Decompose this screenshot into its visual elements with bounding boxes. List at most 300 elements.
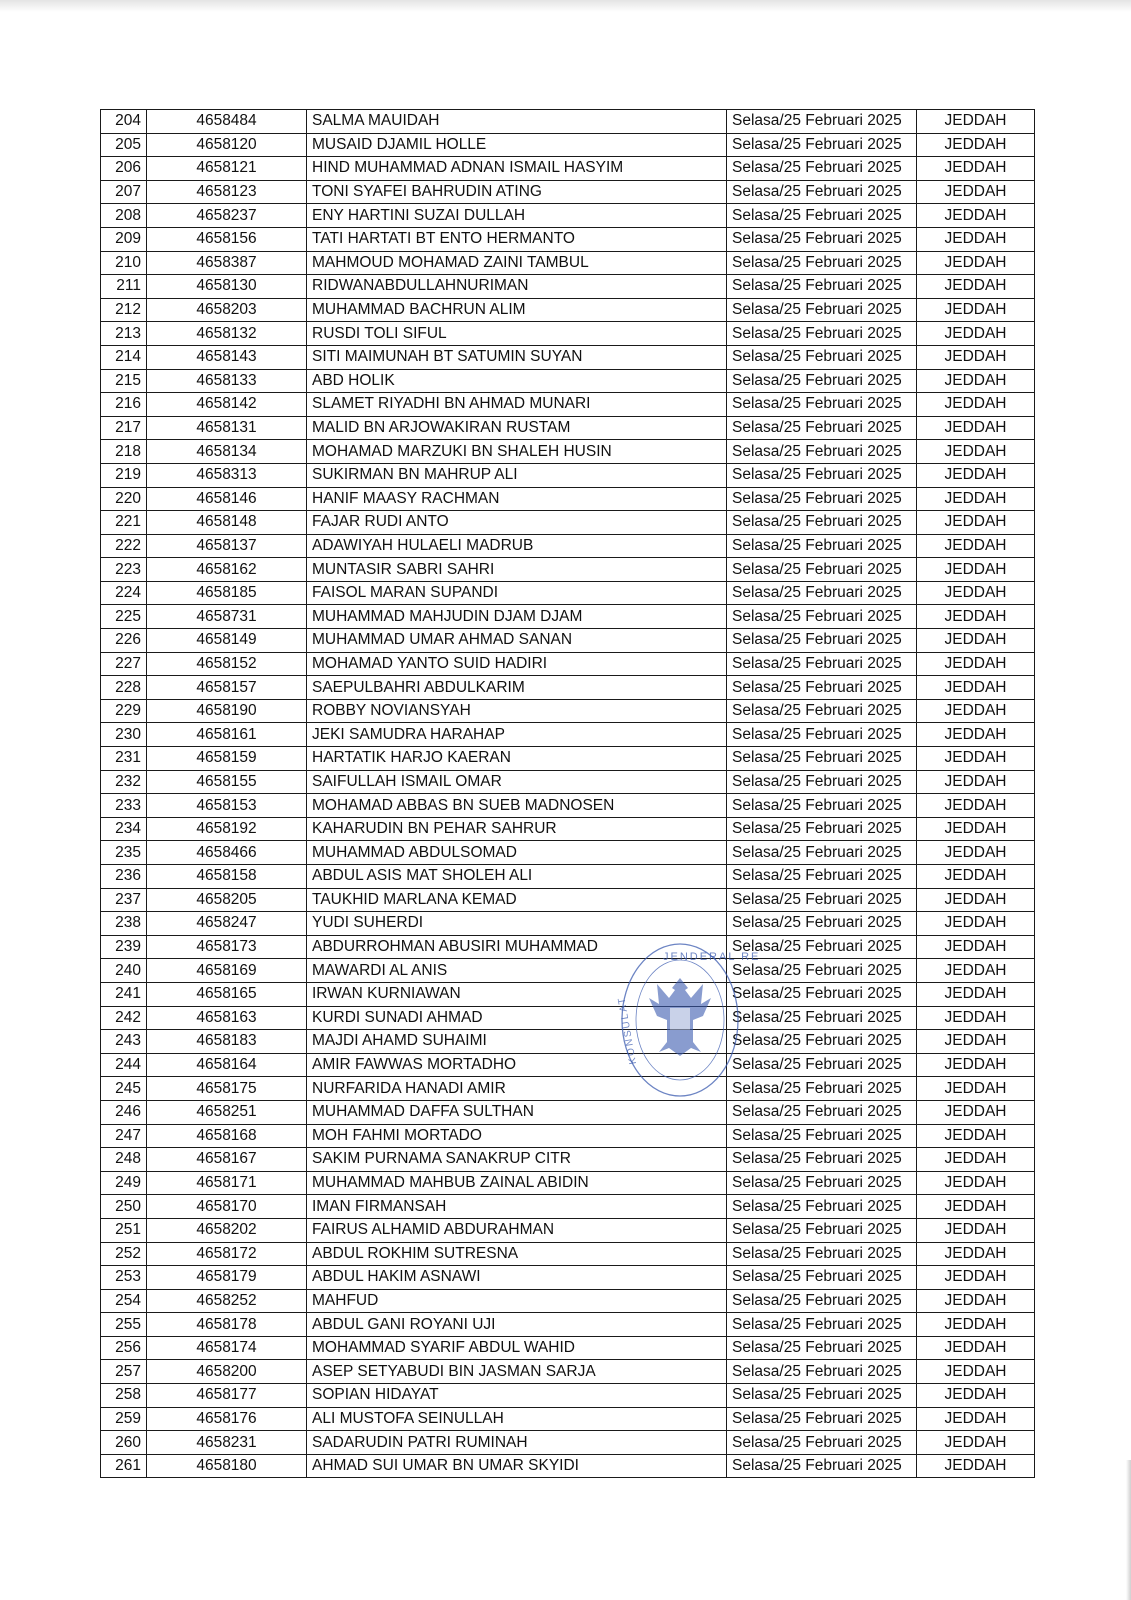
registration-number: 4658156 bbox=[147, 227, 307, 251]
registration-number: 4658175 bbox=[147, 1077, 307, 1101]
table-row bbox=[101, 440, 1035, 464]
pilgrim-name: KAHARUDIN BN PEHAR SAHRUR bbox=[307, 817, 727, 841]
pilgrim-name: ASEP SETYABUDI BIN JASMAN SARJA bbox=[307, 1360, 727, 1384]
departure-date: Selasa/25 Februari 2025 bbox=[727, 1407, 917, 1431]
table-row bbox=[101, 1454, 1035, 1478]
registration-number: 4658137 bbox=[147, 534, 307, 558]
registration-number: 4658143 bbox=[147, 345, 307, 369]
departure-city: JEDDAH bbox=[917, 841, 1035, 865]
departure-date: Selasa/25 Februari 2025 bbox=[727, 558, 917, 582]
pilgrim-name: SALMA MAUIDAH bbox=[307, 110, 727, 134]
registration-number: 4658180 bbox=[147, 1454, 307, 1478]
pilgrim-name: SUKIRMAN BN MAHRUP ALI bbox=[307, 463, 727, 487]
departure-date: Selasa/25 Februari 2025 bbox=[727, 1171, 917, 1195]
table-row bbox=[101, 723, 1035, 747]
departure-date: Selasa/25 Februari 2025 bbox=[727, 463, 917, 487]
departure-date: Selasa/25 Februari 2025 bbox=[727, 1384, 917, 1408]
table-row bbox=[101, 251, 1035, 275]
departure-city: JEDDAH bbox=[917, 912, 1035, 936]
row-number: 228 bbox=[101, 676, 147, 700]
svg-text:JENDERAL RE: JENDERAL RE bbox=[663, 951, 761, 963]
table-row bbox=[101, 345, 1035, 369]
departure-city: JEDDAH bbox=[917, 747, 1035, 771]
pilgrim-name: SAEPULBAHRI ABDULKARIM bbox=[307, 676, 727, 700]
departure-city: JEDDAH bbox=[917, 227, 1035, 251]
departure-date: Selasa/25 Februari 2025 bbox=[727, 180, 917, 204]
departure-city: JEDDAH bbox=[917, 1006, 1035, 1030]
departure-city: JEDDAH bbox=[917, 558, 1035, 582]
table-row bbox=[101, 275, 1035, 299]
row-number: 246 bbox=[101, 1100, 147, 1124]
table-row bbox=[101, 1336, 1035, 1360]
departure-date: Selasa/25 Februari 2025 bbox=[727, 204, 917, 228]
departure-date: Selasa/25 Februari 2025 bbox=[727, 440, 917, 464]
table-row bbox=[101, 652, 1035, 676]
table-row bbox=[101, 1171, 1035, 1195]
departure-date: Selasa/25 Februari 2025 bbox=[727, 817, 917, 841]
svg-text:KONSULAT: KONSULAT bbox=[616, 995, 640, 1066]
registration-number: 4658231 bbox=[147, 1431, 307, 1455]
row-number: 231 bbox=[101, 747, 147, 771]
departure-date: Selasa/25 Februari 2025 bbox=[727, 747, 917, 771]
departure-city: JEDDAH bbox=[917, 298, 1035, 322]
departure-date: Selasa/25 Februari 2025 bbox=[727, 581, 917, 605]
registration-number: 4658176 bbox=[147, 1407, 307, 1431]
departure-date: Selasa/25 Februari 2025 bbox=[727, 935, 917, 959]
registration-number: 4658205 bbox=[147, 888, 307, 912]
departure-city: JEDDAH bbox=[917, 463, 1035, 487]
row-number: 240 bbox=[101, 959, 147, 983]
departure-date: Selasa/25 Februari 2025 bbox=[727, 699, 917, 723]
row-number: 206 bbox=[101, 157, 147, 181]
table-row bbox=[101, 912, 1035, 936]
departure-city: JEDDAH bbox=[917, 204, 1035, 228]
pilgrim-name: AMIR FAWWAS MORTADHO bbox=[307, 1053, 727, 1077]
pilgrim-name: MAHFUD bbox=[307, 1289, 727, 1313]
row-number: 219 bbox=[101, 463, 147, 487]
departure-date: Selasa/25 Februari 2025 bbox=[727, 369, 917, 393]
pilgrim-name: MAWARDI AL ANIS bbox=[307, 959, 727, 983]
pilgrim-name: SAIFULLAH ISMAIL OMAR bbox=[307, 770, 727, 794]
table-row bbox=[101, 1289, 1035, 1313]
departure-date: Selasa/25 Februari 2025 bbox=[727, 322, 917, 346]
row-number: 225 bbox=[101, 605, 147, 629]
pilgrim-name: TAUKHID MARLANA KEMAD bbox=[307, 888, 727, 912]
registration-number: 4658237 bbox=[147, 204, 307, 228]
table-row bbox=[101, 487, 1035, 511]
pilgrim-name: ABDURROHMAN ABUSIRI MUHAMMAD bbox=[307, 935, 727, 959]
departure-city: JEDDAH bbox=[917, 180, 1035, 204]
row-number: 257 bbox=[101, 1360, 147, 1384]
row-number: 261 bbox=[101, 1454, 147, 1478]
pilgrim-name: YUDI SUHERDI bbox=[307, 912, 727, 936]
departure-date: Selasa/25 Februari 2025 bbox=[727, 865, 917, 889]
registration-number: 4658130 bbox=[147, 275, 307, 299]
departure-date: Selasa/25 Februari 2025 bbox=[727, 1289, 917, 1313]
departure-city: JEDDAH bbox=[917, 1171, 1035, 1195]
departure-city: JEDDAH bbox=[917, 416, 1035, 440]
registration-number: 4658152 bbox=[147, 652, 307, 676]
registration-number: 4658172 bbox=[147, 1242, 307, 1266]
departure-city: JEDDAH bbox=[917, 865, 1035, 889]
departure-city: JEDDAH bbox=[917, 1077, 1035, 1101]
departure-city: JEDDAH bbox=[917, 1218, 1035, 1242]
departure-city: JEDDAH bbox=[917, 345, 1035, 369]
registration-number: 4658146 bbox=[147, 487, 307, 511]
roster-table bbox=[100, 109, 1035, 1478]
departure-city: JEDDAH bbox=[917, 1100, 1035, 1124]
pilgrim-name: NURFARIDA HANADI AMIR bbox=[307, 1077, 727, 1101]
row-number: 249 bbox=[101, 1171, 147, 1195]
pilgrim-name: AHMAD SUI UMAR BN UMAR SKYIDI bbox=[307, 1454, 727, 1478]
departure-city: JEDDAH bbox=[917, 959, 1035, 983]
departure-date: Selasa/25 Februari 2025 bbox=[727, 841, 917, 865]
departure-date: Selasa/25 Februari 2025 bbox=[727, 393, 917, 417]
registration-number: 4658163 bbox=[147, 1006, 307, 1030]
table-row bbox=[101, 676, 1035, 700]
departure-city: JEDDAH bbox=[917, 1384, 1035, 1408]
pilgrim-name: MOH FAHMI MORTADO bbox=[307, 1124, 727, 1148]
departure-city: JEDDAH bbox=[917, 1336, 1035, 1360]
departure-date: Selasa/25 Februari 2025 bbox=[727, 1242, 917, 1266]
table-row bbox=[101, 393, 1035, 417]
table-row bbox=[101, 629, 1035, 653]
table-row bbox=[101, 794, 1035, 818]
table-row bbox=[101, 747, 1035, 771]
table-row bbox=[101, 1384, 1035, 1408]
row-number: 221 bbox=[101, 511, 147, 535]
pilgrim-name: IMAN FIRMANSAH bbox=[307, 1195, 727, 1219]
departure-date: Selasa/25 Februari 2025 bbox=[727, 345, 917, 369]
registration-number: 4658202 bbox=[147, 1218, 307, 1242]
departure-city: JEDDAH bbox=[917, 1195, 1035, 1219]
departure-date: Selasa/25 Februari 2025 bbox=[727, 1100, 917, 1124]
registration-number: 4658120 bbox=[147, 133, 307, 157]
departure-date: Selasa/25 Februari 2025 bbox=[727, 676, 917, 700]
pilgrim-name: SITI MAIMUNAH BT SATUMIN SUYAN bbox=[307, 345, 727, 369]
departure-city: JEDDAH bbox=[917, 652, 1035, 676]
row-number: 227 bbox=[101, 652, 147, 676]
pilgrim-name: ADAWIYAH HULAELI MADRUB bbox=[307, 534, 727, 558]
table-row bbox=[101, 204, 1035, 228]
departure-date: Selasa/25 Februari 2025 bbox=[727, 959, 917, 983]
row-number: 234 bbox=[101, 817, 147, 841]
row-number: 259 bbox=[101, 1407, 147, 1431]
registration-number: 4658158 bbox=[147, 865, 307, 889]
row-number: 222 bbox=[101, 534, 147, 558]
table-row bbox=[101, 1124, 1035, 1148]
table-row bbox=[101, 1407, 1035, 1431]
pilgrim-name: TONI SYAFEI BAHRUDIN ATING bbox=[307, 180, 727, 204]
departure-date: Selasa/25 Februari 2025 bbox=[727, 1006, 917, 1030]
pilgrim-name: HANIF MAASY RACHMAN bbox=[307, 487, 727, 511]
registration-number: 4658200 bbox=[147, 1360, 307, 1384]
departure-date: Selasa/25 Februari 2025 bbox=[727, 1195, 917, 1219]
departure-city: JEDDAH bbox=[917, 275, 1035, 299]
departure-date: Selasa/25 Februari 2025 bbox=[727, 912, 917, 936]
registration-number: 4658185 bbox=[147, 581, 307, 605]
departure-date: Selasa/25 Februari 2025 bbox=[727, 1148, 917, 1172]
pilgrim-name: IRWAN KURNIAWAN bbox=[307, 982, 727, 1006]
row-number: 213 bbox=[101, 322, 147, 346]
row-number: 247 bbox=[101, 1124, 147, 1148]
pilgrim-name: ALI MUSTOFA SEINULLAH bbox=[307, 1407, 727, 1431]
registration-number: 4658179 bbox=[147, 1266, 307, 1290]
table-row bbox=[101, 369, 1035, 393]
departure-city: JEDDAH bbox=[917, 1289, 1035, 1313]
pilgrim-name: SADARUDIN PATRI RUMINAH bbox=[307, 1431, 727, 1455]
row-number: 204 bbox=[101, 110, 147, 134]
departure-city: JEDDAH bbox=[917, 581, 1035, 605]
pilgrim-name: ROBBY NOVIANSYAH bbox=[307, 699, 727, 723]
row-number: 241 bbox=[101, 982, 147, 1006]
departure-city: JEDDAH bbox=[917, 1266, 1035, 1290]
row-number: 255 bbox=[101, 1313, 147, 1337]
pilgrim-name: SOPIAN HIDAYAT bbox=[307, 1384, 727, 1408]
departure-date: Selasa/25 Februari 2025 bbox=[727, 275, 917, 299]
pilgrim-name: ABDUL HAKIM ASNAWI bbox=[307, 1266, 727, 1290]
table-row bbox=[101, 227, 1035, 251]
pilgrim-name: MAHMOUD MOHAMAD ZAINI TAMBUL bbox=[307, 251, 727, 275]
scan-top-edge bbox=[0, 0, 1131, 12]
pilgrim-name: JEKI SAMUDRA HARAHAP bbox=[307, 723, 727, 747]
row-number: 230 bbox=[101, 723, 147, 747]
departure-city: JEDDAH bbox=[917, 723, 1035, 747]
pilgrim-name: MUHAMMAD MAHJUDIN DJAM DJAM bbox=[307, 605, 727, 629]
table-row bbox=[101, 841, 1035, 865]
pilgrim-name: MUSAID DJAMIL HOLLE bbox=[307, 133, 727, 157]
departure-city: JEDDAH bbox=[917, 1242, 1035, 1266]
table-row bbox=[101, 1195, 1035, 1219]
departure-date: Selasa/25 Februari 2025 bbox=[727, 652, 917, 676]
departure-city: JEDDAH bbox=[917, 817, 1035, 841]
departure-date: Selasa/25 Februari 2025 bbox=[727, 416, 917, 440]
departure-city: JEDDAH bbox=[917, 770, 1035, 794]
departure-city: JEDDAH bbox=[917, 676, 1035, 700]
table-row bbox=[101, 1100, 1035, 1124]
table-row bbox=[101, 1360, 1035, 1384]
departure-city: JEDDAH bbox=[917, 982, 1035, 1006]
pilgrim-name: FAJAR RUDI ANTO bbox=[307, 511, 727, 535]
row-number: 254 bbox=[101, 1289, 147, 1313]
table-row bbox=[101, 180, 1035, 204]
table-row bbox=[101, 888, 1035, 912]
row-number: 216 bbox=[101, 393, 147, 417]
registration-number: 4658169 bbox=[147, 959, 307, 983]
departure-city: JEDDAH bbox=[917, 534, 1035, 558]
departure-date: Selasa/25 Februari 2025 bbox=[727, 1336, 917, 1360]
row-number: 207 bbox=[101, 180, 147, 204]
row-number: 218 bbox=[101, 440, 147, 464]
pilgrim-name: MOHAMAD MARZUKI BN SHALEH HUSIN bbox=[307, 440, 727, 464]
departure-city: JEDDAH bbox=[917, 440, 1035, 464]
pilgrim-name: MUHAMMAD UMAR AHMAD SANAN bbox=[307, 629, 727, 653]
pilgrim-name: HARTATIK HARJO KAERAN bbox=[307, 747, 727, 771]
registration-number: 4658170 bbox=[147, 1195, 307, 1219]
row-number: 232 bbox=[101, 770, 147, 794]
departure-date: Selasa/25 Februari 2025 bbox=[727, 1077, 917, 1101]
departure-city: JEDDAH bbox=[917, 1124, 1035, 1148]
pilgrim-name: ABDUL ROKHIM SUTRESNA bbox=[307, 1242, 727, 1266]
registration-number: 4658133 bbox=[147, 369, 307, 393]
row-number: 214 bbox=[101, 345, 147, 369]
table-row bbox=[101, 1266, 1035, 1290]
departure-date: Selasa/25 Februari 2025 bbox=[727, 629, 917, 653]
pilgrim-name: ENY HARTINI SUZAI DULLAH bbox=[307, 204, 727, 228]
departure-city: JEDDAH bbox=[917, 605, 1035, 629]
pilgrim-name: RUSDI TOLI SIFUL bbox=[307, 322, 727, 346]
row-number: 248 bbox=[101, 1148, 147, 1172]
registration-number: 4658157 bbox=[147, 676, 307, 700]
row-number: 229 bbox=[101, 699, 147, 723]
departure-city: JEDDAH bbox=[917, 393, 1035, 417]
table-row bbox=[101, 1077, 1035, 1101]
table-row bbox=[101, 558, 1035, 582]
table-row bbox=[101, 416, 1035, 440]
table-row bbox=[101, 865, 1035, 889]
departure-city: JEDDAH bbox=[917, 251, 1035, 275]
row-number: 217 bbox=[101, 416, 147, 440]
registration-number: 4658123 bbox=[147, 180, 307, 204]
row-number: 253 bbox=[101, 1266, 147, 1290]
scan-right-edge bbox=[1126, 1460, 1131, 1600]
departure-date: Selasa/25 Februari 2025 bbox=[727, 1454, 917, 1478]
registration-number: 4658190 bbox=[147, 699, 307, 723]
departure-city: JEDDAH bbox=[917, 322, 1035, 346]
departure-city: JEDDAH bbox=[917, 133, 1035, 157]
registration-number: 4658484 bbox=[147, 110, 307, 134]
registration-number: 4658155 bbox=[147, 770, 307, 794]
table-row bbox=[101, 817, 1035, 841]
departure-city: JEDDAH bbox=[917, 157, 1035, 181]
registration-number: 4658161 bbox=[147, 723, 307, 747]
table-row bbox=[101, 605, 1035, 629]
registration-number: 4658148 bbox=[147, 511, 307, 535]
departure-date: Selasa/25 Februari 2025 bbox=[727, 605, 917, 629]
departure-city: JEDDAH bbox=[917, 888, 1035, 912]
departure-city: JEDDAH bbox=[917, 1313, 1035, 1337]
departure-date: Selasa/25 Februari 2025 bbox=[727, 1053, 917, 1077]
departure-date: Selasa/25 Februari 2025 bbox=[727, 157, 917, 181]
pilgrim-name: SLAMET RIYADHI BN AHMAD MUNARI bbox=[307, 393, 727, 417]
departure-date: Selasa/25 Februari 2025 bbox=[727, 794, 917, 818]
departure-city: JEDDAH bbox=[917, 1148, 1035, 1172]
pilgrim-name: RIDWANABDULLAHNURIMAN bbox=[307, 275, 727, 299]
departure-city: JEDDAH bbox=[917, 110, 1035, 134]
registration-number: 4658162 bbox=[147, 558, 307, 582]
departure-date: Selasa/25 Februari 2025 bbox=[727, 1266, 917, 1290]
pilgrim-name: KURDI SUNADI AHMAD bbox=[307, 1006, 727, 1030]
departure-city: JEDDAH bbox=[917, 369, 1035, 393]
table-row bbox=[101, 322, 1035, 346]
registration-number: 4658247 bbox=[147, 912, 307, 936]
registration-number: 4658168 bbox=[147, 1124, 307, 1148]
table-row bbox=[101, 133, 1035, 157]
registration-number: 4658131 bbox=[147, 416, 307, 440]
departure-date: Selasa/25 Februari 2025 bbox=[727, 1124, 917, 1148]
table-row bbox=[101, 110, 1035, 134]
registration-number: 4658178 bbox=[147, 1313, 307, 1337]
row-number: 245 bbox=[101, 1077, 147, 1101]
departure-date: Selasa/25 Februari 2025 bbox=[727, 723, 917, 747]
row-number: 233 bbox=[101, 794, 147, 818]
pilgrim-name: TATI HARTATI BT ENTO HERMANTO bbox=[307, 227, 727, 251]
departure-date: Selasa/25 Februari 2025 bbox=[727, 1030, 917, 1054]
pilgrim-name: MOHAMMAD SYARIF ABDUL WAHID bbox=[307, 1336, 727, 1360]
row-number: 215 bbox=[101, 369, 147, 393]
table-row bbox=[101, 157, 1035, 181]
row-number: 258 bbox=[101, 1384, 147, 1408]
row-number: 238 bbox=[101, 912, 147, 936]
registration-number: 4658203 bbox=[147, 298, 307, 322]
table-row bbox=[101, 463, 1035, 487]
departure-date: Selasa/25 Februari 2025 bbox=[727, 534, 917, 558]
row-number: 220 bbox=[101, 487, 147, 511]
departure-city: JEDDAH bbox=[917, 1454, 1035, 1478]
departure-city: JEDDAH bbox=[917, 1030, 1035, 1054]
pilgrim-name: MOHAMAD ABBAS BN SUEB MADNOSEN bbox=[307, 794, 727, 818]
row-number: 236 bbox=[101, 865, 147, 889]
pilgrim-name: ABDUL ASIS MAT SHOLEH ALI bbox=[307, 865, 727, 889]
table-row bbox=[101, 959, 1035, 983]
row-number: 224 bbox=[101, 581, 147, 605]
registration-number: 4658164 bbox=[147, 1053, 307, 1077]
departure-city: JEDDAH bbox=[917, 1053, 1035, 1077]
registration-number: 4658159 bbox=[147, 747, 307, 771]
departure-date: Selasa/25 Februari 2025 bbox=[727, 487, 917, 511]
departure-city: JEDDAH bbox=[917, 629, 1035, 653]
row-number: 256 bbox=[101, 1336, 147, 1360]
row-number: 251 bbox=[101, 1218, 147, 1242]
table-row bbox=[101, 511, 1035, 535]
departure-date: Selasa/25 Februari 2025 bbox=[727, 1218, 917, 1242]
registration-number: 4658134 bbox=[147, 440, 307, 464]
departure-city: JEDDAH bbox=[917, 1407, 1035, 1431]
departure-city: JEDDAH bbox=[917, 794, 1035, 818]
table-row bbox=[101, 982, 1035, 1006]
row-number: 208 bbox=[101, 204, 147, 228]
departure-date: Selasa/25 Februari 2025 bbox=[727, 133, 917, 157]
row-number: 243 bbox=[101, 1030, 147, 1054]
pilgrim-name: ABDUL GANI ROYANI UJI bbox=[307, 1313, 727, 1337]
pilgrim-name: MUHAMMAD BACHRUN ALIM bbox=[307, 298, 727, 322]
row-number: 239 bbox=[101, 935, 147, 959]
row-number: 211 bbox=[101, 275, 147, 299]
registration-number: 4658466 bbox=[147, 841, 307, 865]
row-number: 260 bbox=[101, 1431, 147, 1455]
pilgrim-name: MUHAMMAD ABDULSOMAD bbox=[307, 841, 727, 865]
registration-number: 4658165 bbox=[147, 982, 307, 1006]
departure-city: JEDDAH bbox=[917, 1360, 1035, 1384]
row-number: 212 bbox=[101, 298, 147, 322]
registration-number: 4658177 bbox=[147, 1384, 307, 1408]
pilgrim-name: MAJDI AHAMD SUHAIMI bbox=[307, 1030, 727, 1054]
table-row bbox=[101, 935, 1035, 959]
departure-city: JEDDAH bbox=[917, 935, 1035, 959]
table-row bbox=[101, 1313, 1035, 1337]
registration-number: 4658183 bbox=[147, 1030, 307, 1054]
departure-city: JEDDAH bbox=[917, 511, 1035, 535]
table-row bbox=[101, 534, 1035, 558]
registration-number: 4658174 bbox=[147, 1336, 307, 1360]
departure-date: Selasa/25 Februari 2025 bbox=[727, 770, 917, 794]
table-row bbox=[101, 1218, 1035, 1242]
row-number: 223 bbox=[101, 558, 147, 582]
registration-number: 4658387 bbox=[147, 251, 307, 275]
row-number: 226 bbox=[101, 629, 147, 653]
pilgrim-name: MUHAMMAD MAHBUB ZAINAL ABIDIN bbox=[307, 1171, 727, 1195]
row-number: 244 bbox=[101, 1053, 147, 1077]
